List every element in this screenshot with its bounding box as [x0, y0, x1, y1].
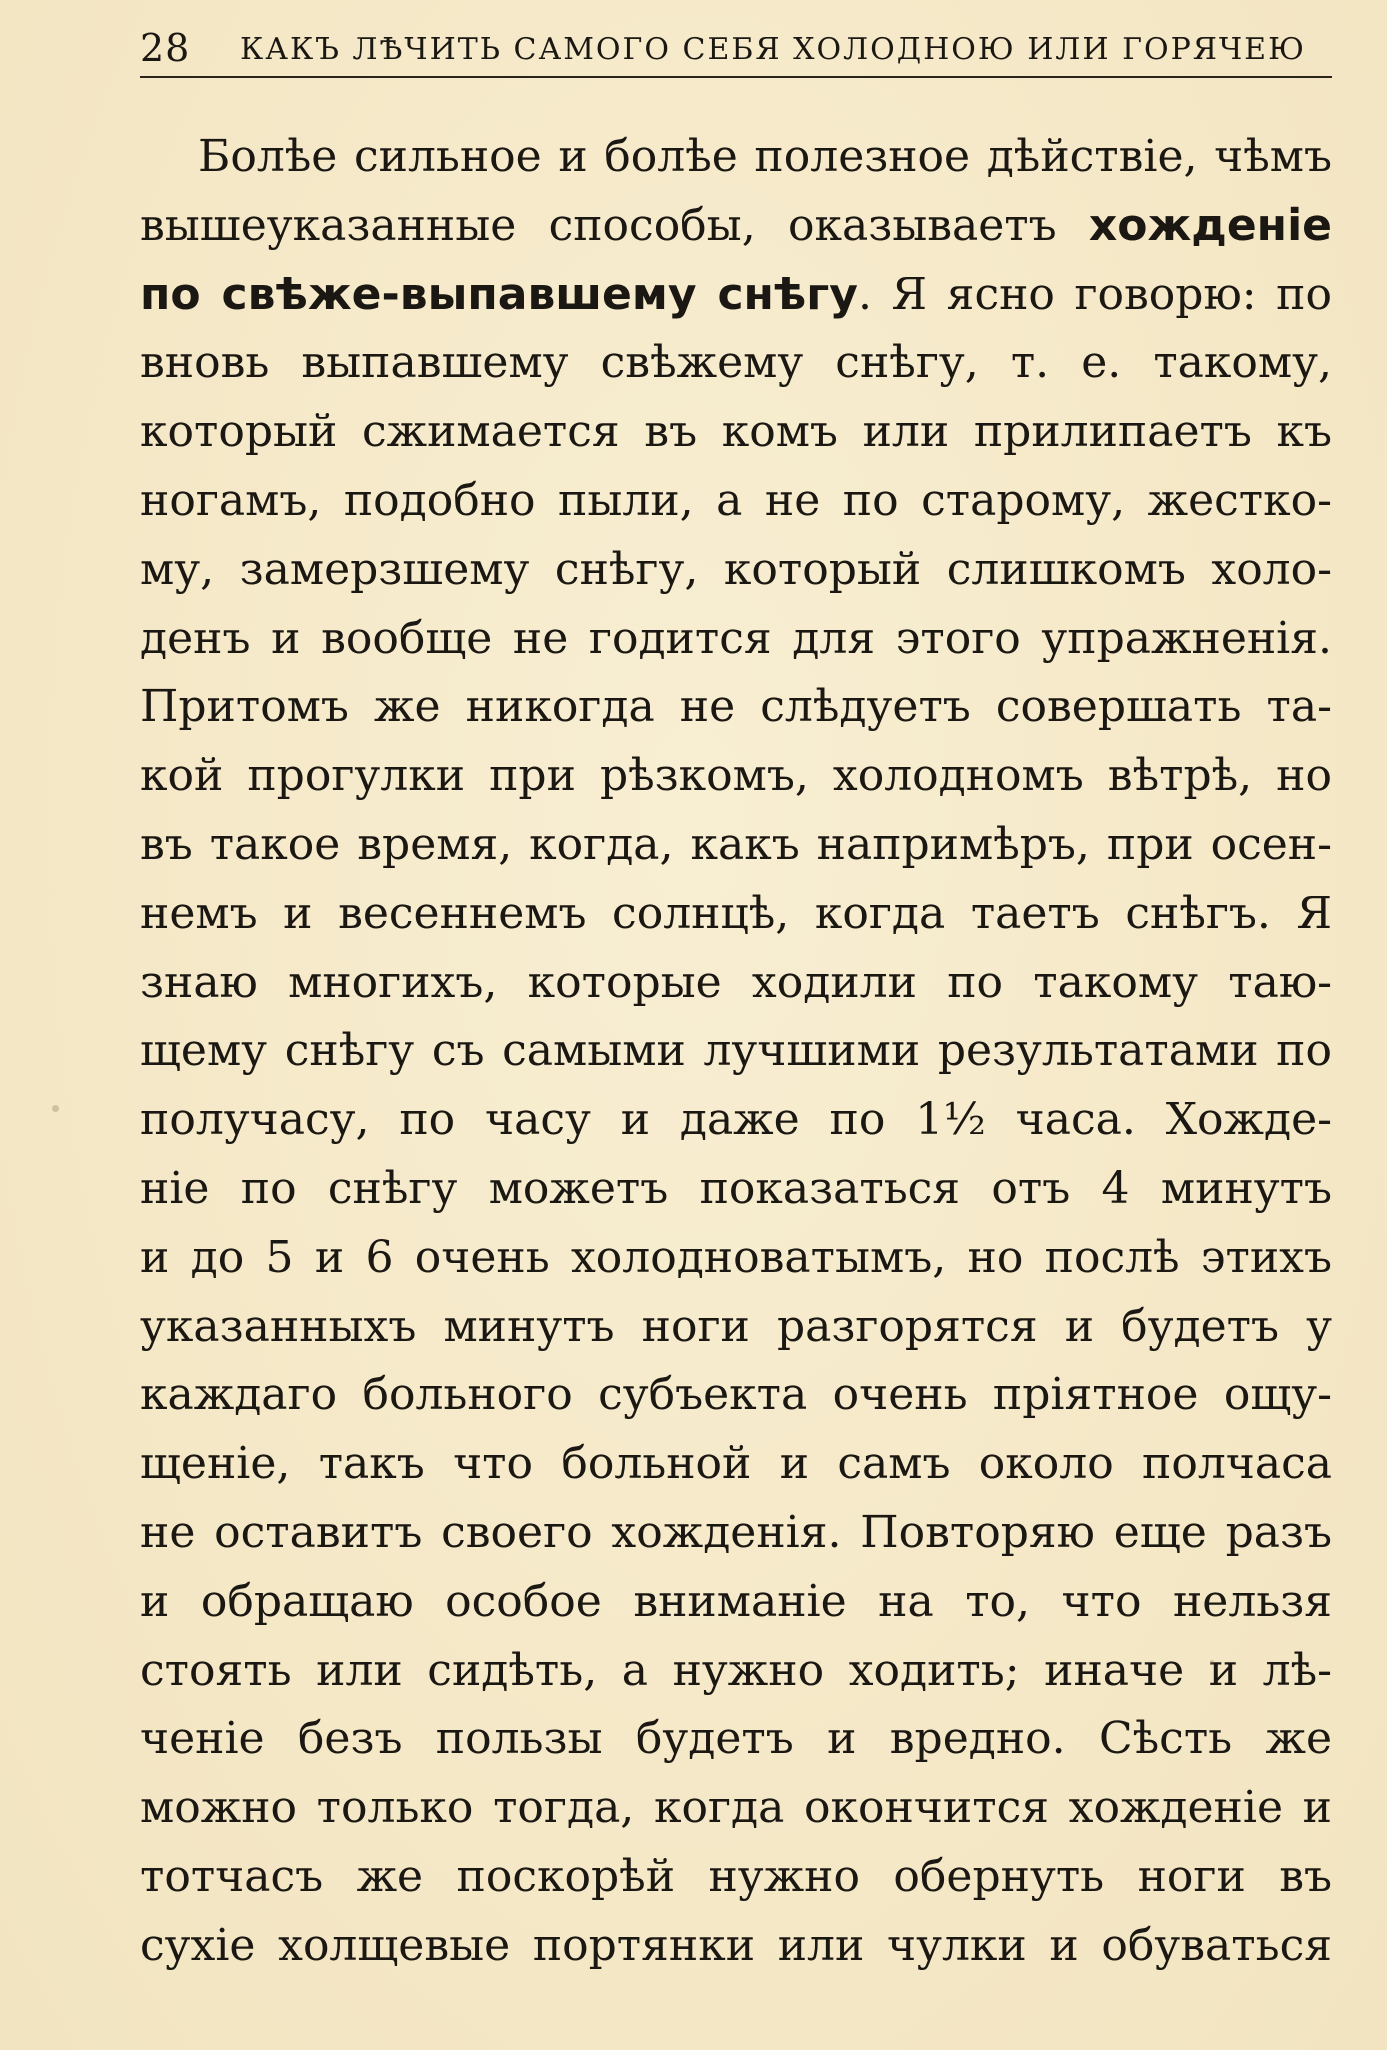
text-line: сухіе холщевые портянки или чулки и обуваться — [140, 1919, 1332, 1971]
emphasis-text: хожденіе — [1088, 199, 1332, 251]
header-rule — [140, 76, 1332, 78]
text-line: щеніе, такъ что больной и самъ около полчаса — [140, 1438, 1332, 1490]
text-line: каждаго больного субъекта очень пріятное ощу- — [140, 1369, 1332, 1421]
text-line: кой прогулки при рѣзкомъ, холодномъ вѣтрѣ, но — [140, 750, 1332, 802]
body-text — [140, 123, 1332, 1981]
text-line: ченіе безъ пользы будетъ и вредно. Сѣсть же — [140, 1713, 1332, 1765]
text-line: немъ и весеннемъ солнцѣ, когда таетъ снѣгъ. Я — [140, 887, 1332, 939]
page-number: 28 — [140, 26, 191, 70]
text-line: и до 5 и 6 очень холодноватымъ, но послѣ этихъ — [140, 1231, 1332, 1283]
running-title: КАКЪ ЛѢЧИТЬ САМОГО СЕБЯ ХОЛОДНОЮ ИЛИ ГОРЯЧЕЮ — [240, 32, 1306, 67]
text-line — [140, 261, 1332, 330]
text-line: Притомъ же никогда не слѣдуетъ совершать та- — [140, 681, 1332, 733]
paper-speck — [1210, 1660, 1214, 1664]
text-line: получасу, по часу и даже по 1½ часа. Хожде- — [140, 1094, 1332, 1146]
text-line: знаю многихъ, которые ходили по такому таю- — [140, 956, 1332, 1008]
running-head — [140, 26, 1332, 70]
paper-speck — [52, 1105, 59, 1112]
emphasis-text: по свѣже-выпавшему снѣгу — [140, 268, 858, 320]
text-run: . Я ясно говорю: по — [857, 268, 1332, 320]
text-line: стоять или сидѣть, а нужно ходить; иначе и лѣ- — [140, 1644, 1332, 1696]
text-run: вышеуказанные способы, оказываетъ — [140, 199, 1089, 251]
text-line: щему снѣгу съ самыми лучшими результатами по — [140, 1025, 1332, 1077]
text-line: ногамъ, подобно пыли, а не по старому, жестко- — [140, 474, 1332, 526]
text-line: ніе по снѣгу можетъ показаться отъ 4 минутъ — [140, 1162, 1332, 1214]
text-line: въ такое время, когда, какъ напримѣръ, при осен- — [140, 818, 1332, 870]
text-line: денъ и вообще не годится для этого упражненія. — [140, 612, 1332, 664]
text-line: который сжимается въ комъ или прилипаетъ къ — [140, 406, 1332, 458]
text-line: и обращаю особое вниманіе на то, что нельзя — [140, 1575, 1332, 1627]
text-line — [140, 192, 1332, 261]
text-line: указанныхъ минутъ ноги разгорятся и будетъ у — [140, 1300, 1332, 1352]
text-line: тотчасъ же поскорѣй нужно обернуть ноги въ — [140, 1850, 1332, 1902]
text-line: вновь выпавшему свѣжему снѣгу, т. е. такому, — [140, 337, 1332, 389]
text-line: не оставитъ своего хожденія. Повторяю еще разъ — [140, 1506, 1332, 1558]
book-page — [140, 0, 1332, 2050]
text-line: му, замерзшему снѣгу, который слишкомъ холо- — [140, 543, 1332, 595]
text-line: можно только тогда, когда окончится хожденіе и — [140, 1782, 1332, 1834]
text-line: Болѣе сильное и болѣе полезное дѣйствіе, чѣмъ — [198, 131, 1332, 182]
